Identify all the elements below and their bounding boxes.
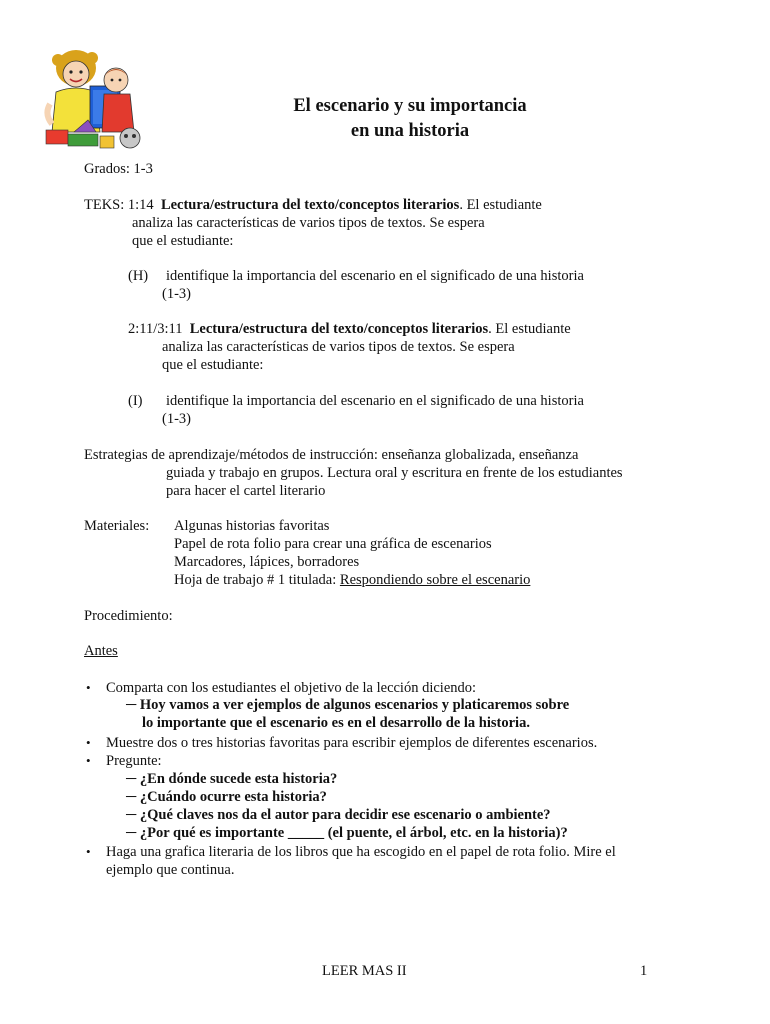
materials-item-worksheet [174,571,530,589]
strategies-line-1: Estrategias de aprendizaje/métodos de instrucción: enseñanza globalizada, enseñanza [84,447,579,463]
item-h-marker: (H) [128,268,149,284]
objective-quote-line-1: ─ Hoy vamos a ver ejemplos de algunos escenarios y platicaremos sobre [126,697,570,713]
children-reading-clipart [44,44,148,152]
procedure-heading: Procedimiento: [84,608,173,624]
teks-line-5: analiza las características de varios tipos de textos. Se espera [162,339,515,355]
teks-line-2: analiza las características de varios tipos de textos. Se espera [132,215,485,231]
teks-heading-1: Lectura/estructura del texto/conceptos literarios [160,197,460,213]
teks-line-3: que el estudiante: [132,233,234,249]
objective-quote-line-2: lo importante que el escenario es en el desarrollo de la historia. [142,715,530,731]
grades-line: Grados: 1-3 [84,161,153,177]
materials-item: Papel de rota folio para crear una gráfica de escenarios [174,536,492,552]
teks-code-2: 2:11/3:11 [128,321,183,337]
strategies-line-2: guiada y trabajo en grupos. Lectura oral y escritura en frente de los estudiantes [166,465,623,481]
question-3: ─ ¿Qué claves nos da el autor para decidir ese escenario o ambiente? [126,807,551,823]
teks-line-1 [84,196,542,214]
teks-code-1: TEKS: 1:14 [84,197,154,213]
before-heading: Antes [84,643,118,659]
item-i-marker: (I) [128,393,143,409]
document-title-line2: en una historia [350,121,470,141]
bullet-3-text: Pregunte: [106,753,162,769]
question-4: ─ ¿Por qué es importante _____ (el puente, el árbol, etc. en la historia)? [126,825,568,841]
question-2: ─ ¿Cuándo ocurre esta historia? [126,789,327,805]
teks-line-4 [128,320,571,338]
teks-line-6: que el estudiante: [162,357,264,373]
bullet-marker: • [86,680,91,695]
bullet-2-text: Muestre dos o tres historias favoritas para escribir ejemplos de diferentes escenarios. [106,735,598,751]
footer-title: LEER MAS II [322,963,407,979]
item-i-text: identifique la importancia del escenario en el significado de una historia [166,393,584,409]
worksheet-prefix: Hoja de trabajo # 1 titulada: [174,572,340,588]
question-1: ─ ¿En dónde sucede esta historia? [126,771,338,787]
teks-heading-2: Lectura/estructura del texto/conceptos literarios [189,321,489,337]
document-title-line1: El escenario y su importancia [293,96,527,116]
worksheet-title: Respondiendo sobre el escenario [339,572,531,588]
materials-label: Materiales: [84,518,150,534]
item-h-grade: (1-3) [162,286,191,302]
page-number: 1 [640,963,648,979]
materials-item: Marcadores, lápices, borradores [174,554,360,570]
item-i-grade: (1-3) [162,411,191,427]
bullet-4-line-1: Haga una grafica literaria de los libros que ha escogido en el papel de rota folio. Mire el [106,844,616,860]
bullet-1-text: Comparta con los estudiantes el objetivo de la lección diciendo: [106,680,477,696]
bullet-marker: • [86,753,91,768]
materials-item: Algunas historias favoritas [174,518,330,534]
teks-rest-1: . El estudiante [459,197,542,213]
teks-rest-2: . El estudiante [488,321,571,337]
strategies-line-3: para hacer el cartel literario [166,483,326,499]
item-h-text: identifique la importancia del escenario en el significado de una historia [166,268,584,284]
bullet-4-line-2: ejemplo que continua. [106,862,235,878]
bullet-marker: • [86,844,91,859]
bullet-marker: • [86,735,91,750]
